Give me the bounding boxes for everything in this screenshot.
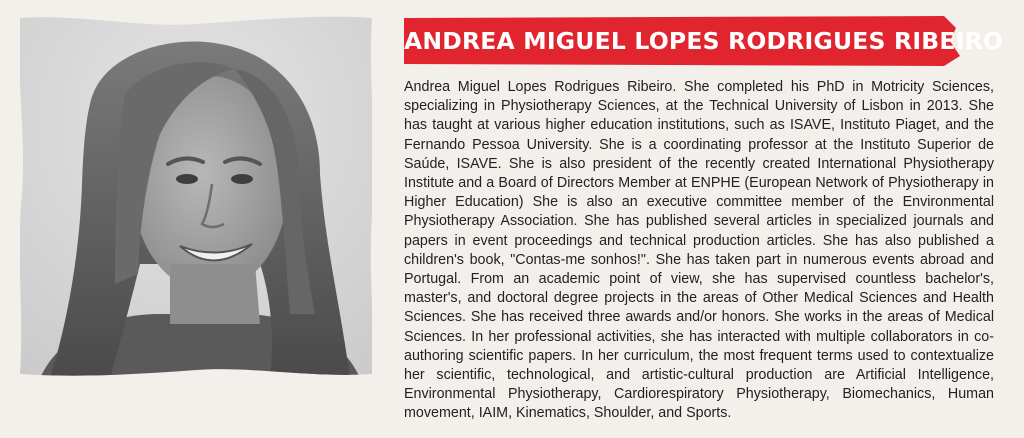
portrait-photo bbox=[20, 14, 372, 378]
portrait-image bbox=[20, 14, 372, 378]
person-name: ANDREA MIGUEL LOPES RODRIGUES RIBEIRO bbox=[404, 27, 1004, 55]
biography-text: Andrea Miguel Lopes Rodrigues Ribeiro. She completed his PhD in Motricity Sciences, specializing in Physiotherapy Sciences, at the Technical University of Lisbon in 2013. She has taught at various higher education institutions, such as ISAVE, Instituto Piaget, and the Fernando Pessoa University. She is a coordinating professor at the Instituto Superior de Saúde, ISAVE. She is also president of the recently created International Physiotherapy Institute and a Board of Directors Member at ENPHE (European Network of Physiotherapy in Higher Education) She is also an executive committee member of the Environmental Physiotherapy Association. She has published several articles in specialized journals and papers in event proceedings and technical production articles. She has also published a children's book, "Contas-me sonhos!". She has taken part in numerous events abroad and Portugal. From an academic point of view, she has supervised countless bachelor's, master's, and doctoral degree projects in the areas of Other Medical Sciences and Health Sciences. She has received three awards and/or honors. She works in the areas of Medical Sciences. In her professional activities, she has interacted with multiple collaborators in co-authoring scientific papers. In her curriculum, the most frequent terms used to contextualize her scientific, technological, and artistic-cultural production are Artificial Intelligence, Environmental Physiotherapy, Cardiorespiratory Physiotherapy, Biomechanics, Human movement, IAIM, Kinematics, Shoulder, and Sports. bbox=[404, 79, 994, 422]
name-banner bbox=[404, 16, 1004, 66]
